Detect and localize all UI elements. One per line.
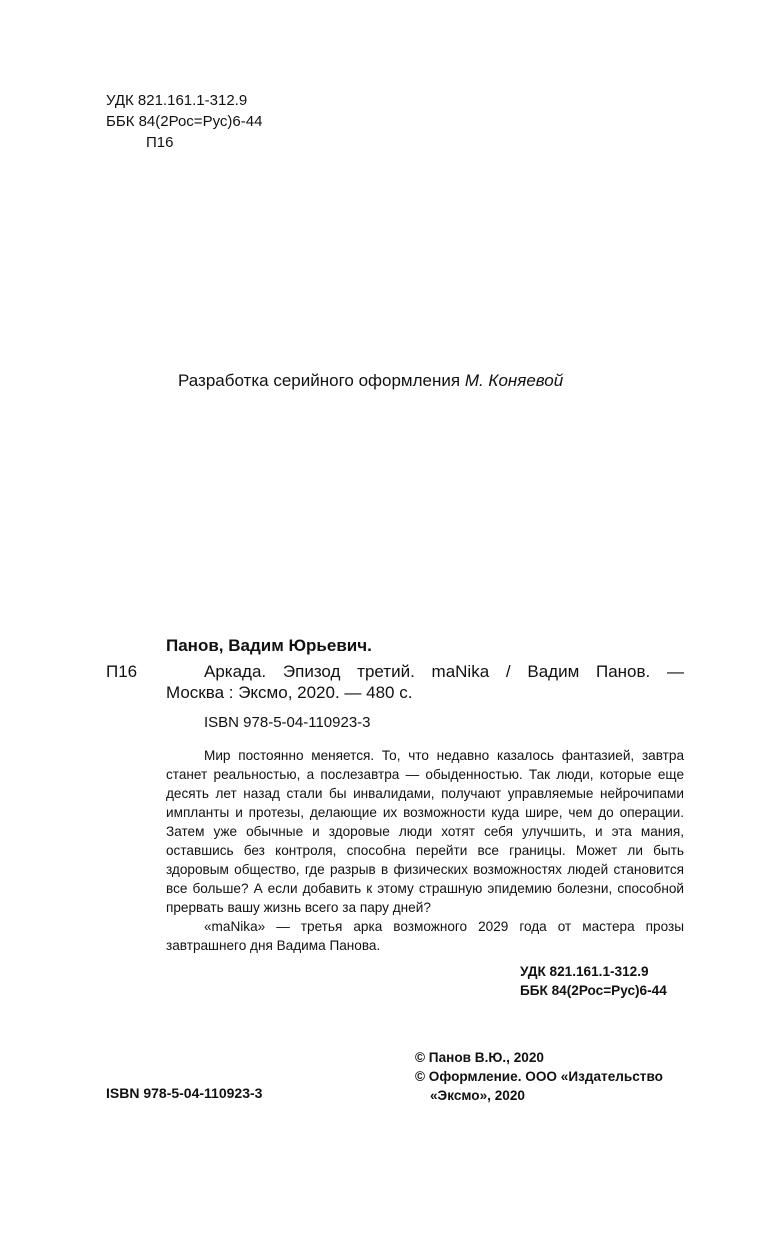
- annotation-paragraph-1: Мир постоянно меняется. То, что недавно казалось фантазией, завтра станет реальностью, а послезавтра — обыденностью. Так люди, которые еще десять лет назад стали бы инвалидами, получают управляемые нейрочипами импланты и протезы, делающие их возможности куда шире, чем до операции. Затем уже обычные и здоровые люди хотят себя улучшить, и эта мания, оставшись без контроля, способна перейти все границы. Может ли быть здоровым общество, где разрыв в физических возможностях людей становится все больше? А если добавить к этому страшную эпидемию болезни, способной прервать вашу жизнь всего за пару дней?: [166, 748, 684, 915]
- bbk-code-bottom: ББК 84(2Рос=Рус)6-44: [520, 983, 667, 998]
- catalog-author: Панов, Вадим Юрьевич.: [166, 636, 372, 655]
- catalog-title-line-1: Аркада. Эпизод третий. maNika / Вадим Панов. —: [204, 662, 684, 681]
- series-designer-name: М. Коняевой: [464, 371, 564, 390]
- udk-code-bottom: УДК 821.161.1-312.9: [520, 964, 649, 979]
- isbn-bottom: ISBN 978-5-04-110923-3: [106, 1085, 263, 1101]
- series-design-credit: [178, 370, 563, 392]
- catalog-author-sign: П16: [106, 662, 138, 681]
- catalog-title-line-2: Москва : Эксмо, 2020. — 480 с.: [166, 683, 413, 702]
- copyright-design-line-1: © Оформление. ООО «Издательство: [415, 1069, 663, 1084]
- udk-code-top: УДК 821.161.1-312.9: [106, 92, 248, 109]
- copyright-design-line-2: «Эксмо», 2020: [430, 1088, 525, 1103]
- series-design-prefix: Разработка серийного оформления: [178, 371, 461, 390]
- catalog-isbn: ISBN 978-5-04-110923-3: [204, 714, 371, 731]
- annotation-paragraph-2: «maNika» — третья арка возможного 2029 года от мастера прозы завтрашнего дня Вадима Панова.: [166, 919, 684, 953]
- annotation: [166, 746, 684, 955]
- bbk-code-top: ББК 84(2Рос=Рус)6-44: [106, 113, 263, 130]
- copyright-author: © Панов В.Ю., 2020: [415, 1050, 544, 1065]
- author-sign-top: П16: [146, 134, 174, 151]
